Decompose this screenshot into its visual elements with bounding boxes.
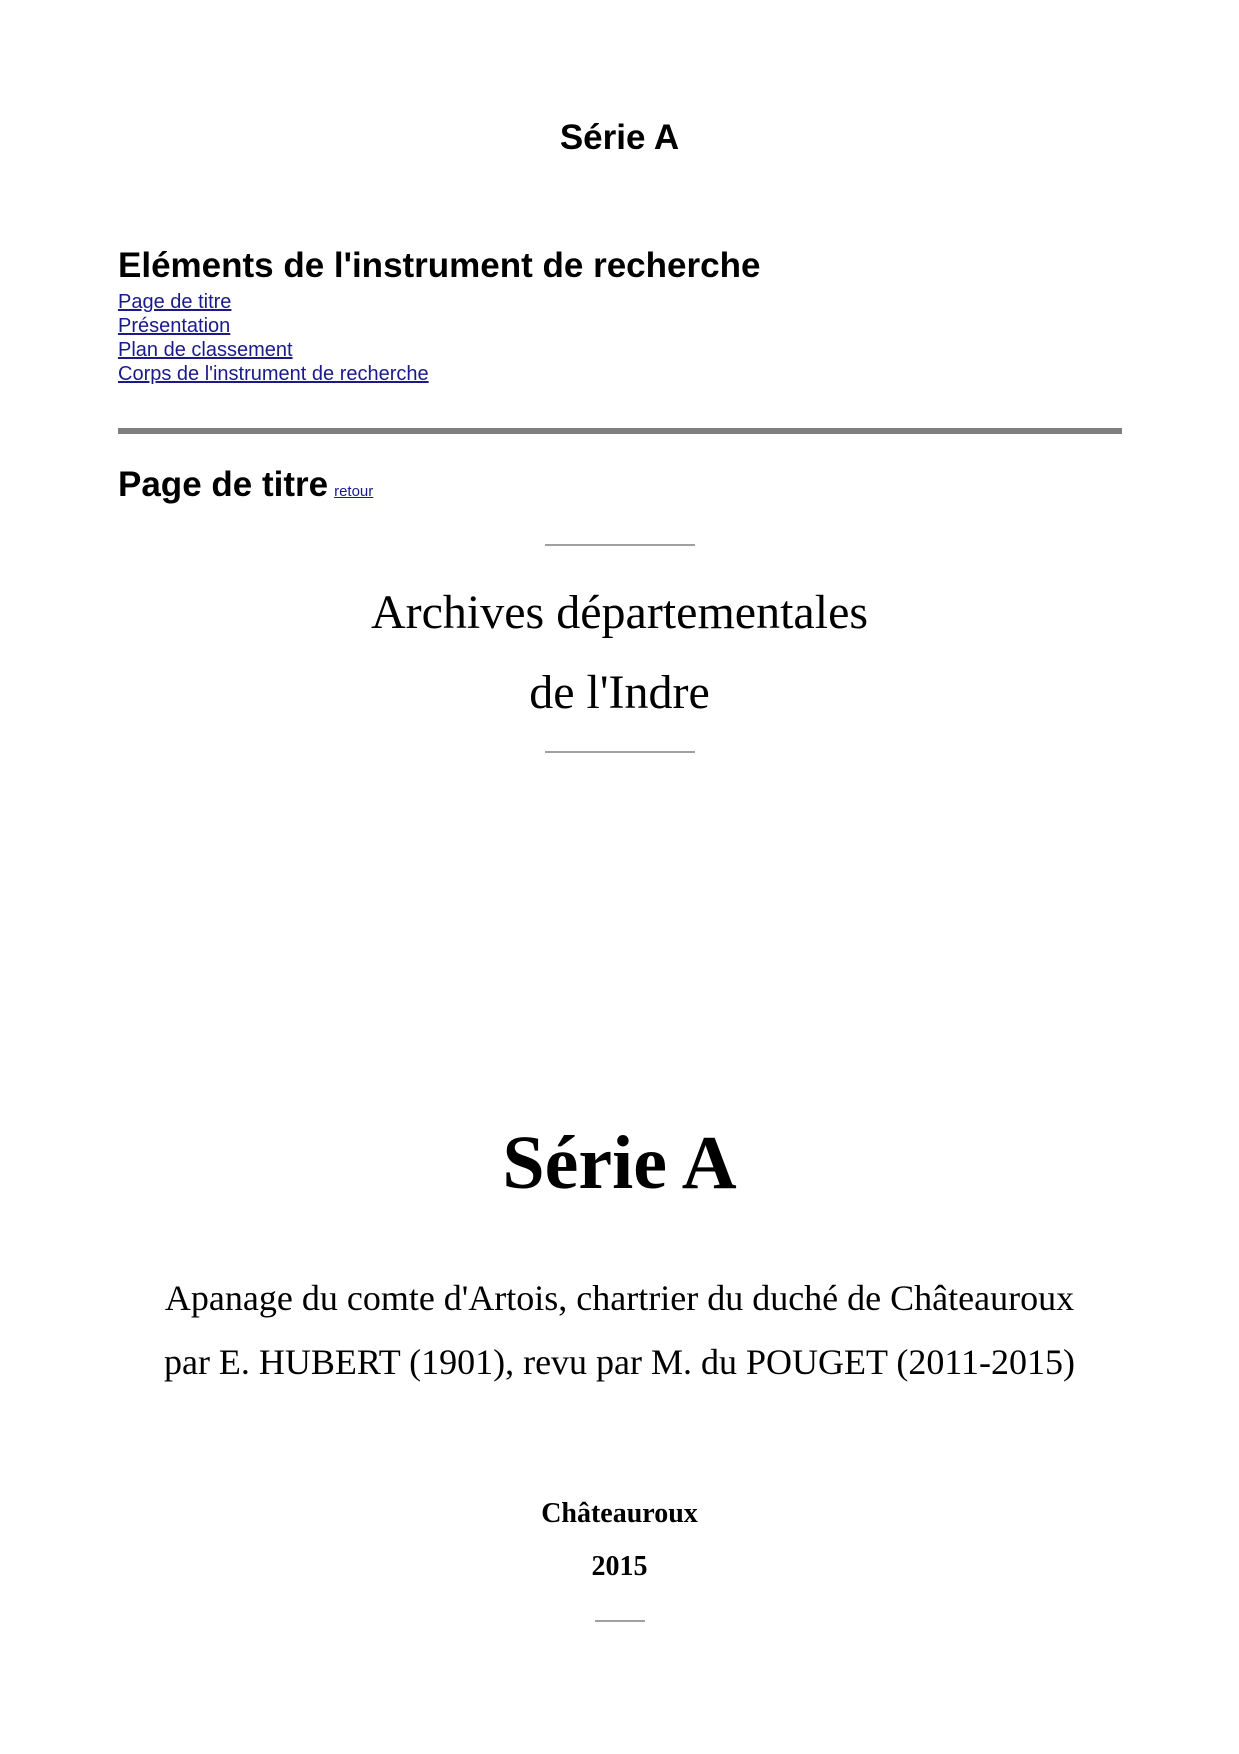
institution-line-1: Archives départementales [370, 586, 869, 639]
institution-name [0, 573, 1239, 733]
institution-line-2: de l'Indre [529, 666, 710, 719]
toc-heading: Eléments de l'instrument de recherche [118, 246, 761, 285]
toc-item [118, 338, 429, 362]
toc-item [118, 314, 429, 338]
back-link[interactable]: retour [334, 483, 374, 500]
series-title: Série A [502, 1121, 737, 1205]
subtitle-line-1: Apanage du comte d'Artois, chartrier du duché de Châteauroux [164, 1278, 1075, 1318]
toc-item [118, 362, 429, 386]
document-title: Série A [559, 118, 680, 157]
decorative-rule [545, 751, 695, 753]
subtitle-line-2: par E. HUBERT (1901), revu par M. du POUGET (2011-2015) [163, 1342, 1076, 1382]
title-page-heading [118, 465, 373, 505]
publication-year: 2015 [591, 1551, 648, 1582]
toc-link-plan-de-classement[interactable]: Plan de classement [118, 339, 293, 361]
toc-list [118, 290, 429, 386]
decorative-rule [545, 544, 695, 546]
toc-link-presentation[interactable]: Présentation [118, 315, 231, 337]
toc-link-page-de-titre[interactable]: Page de titre [118, 291, 232, 313]
publication-place: Châteauroux [541, 1498, 698, 1529]
series-subtitle [0, 1266, 1239, 1394]
title-page-heading-text: Page de titre [118, 465, 329, 504]
decorative-rule [595, 1620, 645, 1622]
toc-link-corps[interactable]: Corps de l'instrument de recherche [118, 363, 429, 385]
section-divider [118, 428, 1122, 434]
toc-item [118, 290, 429, 314]
